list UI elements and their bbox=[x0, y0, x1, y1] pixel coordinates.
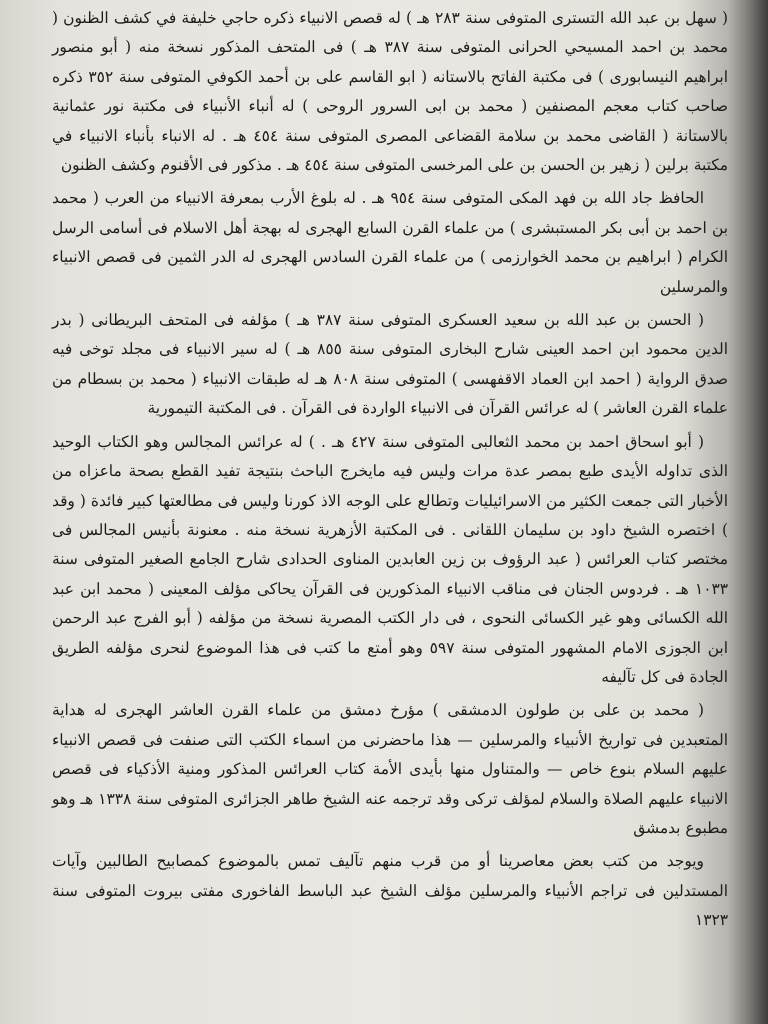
paragraph-4: ( أبو اسحاق احمد بن محمد الثعالبى المتوفى سنة ٤٢٧ هـ . ) له عرائس المجالس وهو الكتاب الوحيد الذى تداوله الأيدى طبع بمصر عدة مرات وليس فيه مايخرج الباحث بنتيجة تفيد القطع بصحة ماعزاه من الأخبار التى جمعت الكثير من الاسرائيليات وتطالع على الوجه الاذ كورنا وليس فى مطالعتها كبير فائدة ( وقد ) اختصره الشيخ داود بن سليمان اللقانى . فى المكتبة الأزهرية نسخة منه . معنونة بأنيس المجالس فى مختصر كتاب العرائس ( عبد الرؤوف بن زين العابدين المناوى الحدادى شارح الجامع الصغير المتوفى سنة ١٠٣٣ هـ . فردوس الجنان فى مناقب الانبياء المذكورين فى القرآن يحاكى مؤلف المعينى ( محمد ابن عبد الله الكسائى وهو غير الكسائى النحوى ، فى دار الكتب المصرية نسخة من مؤلفه ( أبو الفرج عبد الرحمن ابن الجوزى الامام المشهور المتوفى سنة ٥٩٧ وهو أمتع ما كتب فى هذا الموضوع لنحرى مؤلفه الطريق الجادة فى كل تآليفه bbox=[52, 432, 728, 686]
page-text bbox=[52, 4, 728, 936]
paragraph-6: ويوجد من كتب بعض معاصرينا أو من قرب منهم تآليف تمس بالموضوع كمصابيح الطالبين وآيات المستدلين فى تراجم الأنبياء والمرسلين مؤلف الشيخ عبد الباسط الفاخورى مفتى بيروت المتوفى سنة ١٣٢٣ bbox=[52, 852, 728, 930]
paragraph-1: ( سهل بن عبد الله التسترى المتوفى سنة ٢٨٣ هـ ) له قصص الانبياء ذكره حاجي خليفة في كشف الظنون ( محمد بن احمد المسيحي الحرانى المتوفى سنة ٣٨٧ هـ ) فى المتحف المذكور نسخة منه ( أبو منصور ابراهيم النيسابورى ) فى مكتبة الفاتح بالاستانه ( ابو القاسم على بن أحمد الكوفي المتوفى سنة ٣٥٢ ذكره صاحب كتاب معجم المصنفين ( محمد بن ابى السرور الروحى ) له أنباء الأنبياء فى مكتبة نور عثمانية بالاستانة ( القاضى محمد بن سلامة القضاعى المصرى المتوفى سنة ٤٥٤ هـ . له الانباء بأنباء الانبياء في مكتبة برلين ( زهير بن الحسن بن على المرخسى المتوفى سنة ٤٥٤ هـ . مذكور فى الأقنوم وكشف الظنون bbox=[52, 9, 728, 175]
paragraph-2: الحافظ جاد الله بن فهد المكى المتوفى سنة ٩٥٤ هـ . له بلوغ الأرب بمعرفة الانبياء من العرب ( محمد بن احمد بن أبى بكر المستبشرى ) من علماء القرن السابع الهجرى له بهجة أهل الاسلام فى أسامى الرسل الكرام ( ابراهيم بن محمد الخوارزمى ) من علماء القرن السادس الهجرى له الدر الثمين فى قصص الانبياء والمرسلين bbox=[52, 189, 728, 296]
paragraph-3: ( الحسن بن عبد الله بن سعيد العسكرى المتوفى سنة ٣٨٧ هـ ) مؤلفه فى المتحف البريطانى ( بدر الدين محمود ابن احمد العينى شارح البخارى المتوفى سنة ٨٥٥ هـ ) له سير الانبياء فى مجلد توخى فيه صدق الرواية ( احمد ابن العماد الاقفهسى ) المتوفى سنة ٨٠٨ هـ له طبقات الانبياء ( محمد بن بسطام من علماء القرن العاشر ) له عرائس القرآن فى الانبياء الواردة فى القرآن . فى المكتبة التيمورية bbox=[52, 311, 728, 418]
page-edge-shadow bbox=[728, 0, 768, 1024]
paragraph-5: ( محمد بن على بن طولون الدمشقى ) مؤرخ دمشق من علماء القرن العاشر الهجرى له هداية المتعبدين فى تواريخ الأنبياء والمرسلين — هذا ماحضرنى من اسماء الكتب التى صنفت فى قصص الانبياء عليهم السلام بنوع خاص — والمتناول منها بأيدى الأمة كتاب العرائس المذكور ومنية الأذكياء فى قصص الانبياء عليهم الصلاة والسلام لمؤلف تركى وقد ترجمه عنه الشيخ طاهر الجزائرى المتوفى سنة ١٣٣٨ هـ وهو مطبوع بدمشق bbox=[52, 701, 728, 837]
